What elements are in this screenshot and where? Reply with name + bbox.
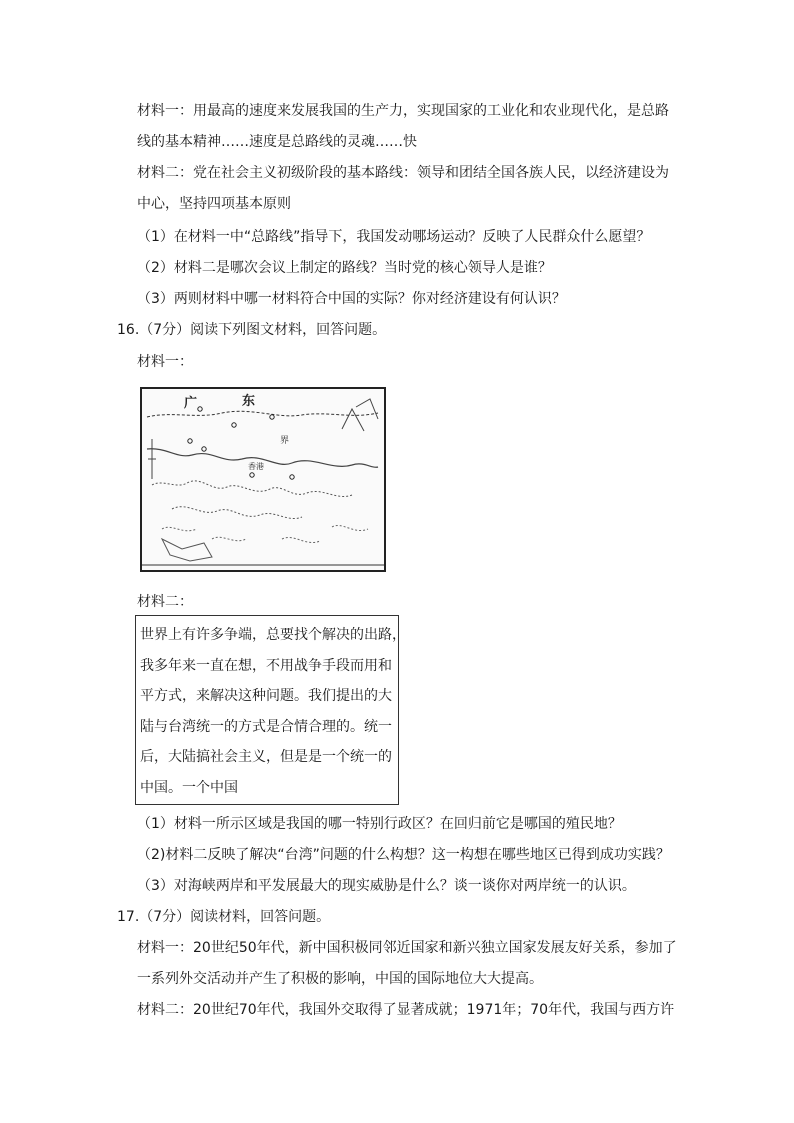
quote-line-2: 我多年来一直在想，不用战争手段而用和 — [140, 657, 392, 674]
q15-subquestion-1: （1）在材料一中“总路线”指导下，我国发动哪场运动？反映了人民群众什么愿望？ — [137, 229, 651, 245]
q16-subquestion-3: （3）对海峡两岸和平发展最大的现实威胁是什么？谈一谈你对两岸统一的认识。 — [137, 878, 636, 894]
material1-line1: 材料一：用最高的速度来发展我国的生产力，实现国家的工业化和农业现代化，是总路 — [137, 103, 669, 119]
map-label-guang: 广 — [184, 396, 198, 411]
quote-line-1: 世界上有许多争端，总要找个解决的出路， — [140, 627, 406, 643]
q17-material1-line1: 材料一：20世纪50年代，新中国积极同邻近国家和新兴独立国家发展友好关系，参加了 — [137, 940, 677, 956]
material2-line1: 材料二：党在社会主义初级阶段的基本路线：领导和团结全国各族人民，以经济建设为 — [137, 165, 669, 181]
q16-material2-label: 材料二： — [137, 594, 193, 610]
q16-subquestion-2: （2)材料二反映了解决“台湾”问题的什么构想？这一构想在哪些地区已得到成功实践？ — [137, 847, 670, 863]
q17-material1-line2: 一系列外交活动并产生了积极的影响，中国的国际地位大大提高。 — [137, 971, 543, 987]
map-label-jie: 界 — [280, 436, 290, 446]
map-label-dong: 东 — [242, 394, 256, 409]
hong-kong-map — [140, 387, 386, 572]
quote-line-5: 后，大陆搞社会主义，但是是一个统一的 — [140, 749, 392, 765]
quote-box — [135, 615, 406, 805]
quote-line-4: 陆与台湾统一的方式是合情合理的。统一 — [140, 718, 392, 735]
map-label-xianggang: 香港 — [248, 462, 264, 471]
q16-subquestion-1: （1）材料一所示区域是我国的哪一特别行政区？在回归前它是哪国的殖民地？ — [137, 816, 622, 832]
q15-subquestion-2: （2）材料二是哪次会议上制定的路线？当时党的核心领导人是谁？ — [137, 260, 552, 276]
quote-line-6: 中国。一个中国 — [140, 779, 238, 796]
q17-material2-line1: 材料二：20世纪70年代，我国外交取得了显著成就；1971年；70年代，我国与西方许 — [137, 1002, 675, 1018]
q16-header: 16.（7分）阅读下列图文材料，回答问题。 — [117, 322, 387, 338]
quote-line-3: 平方式，来解决这种问题。我们提出的大 — [140, 688, 392, 704]
material2-line2: 中心，坚持四项基本原则 — [137, 196, 291, 212]
q15-subquestion-3: （3）两则材料中哪一材料符合中国的实际？你对经济建设有何认识？ — [137, 291, 566, 307]
material1-line2: 线的基本精神……速度是总路线的灵魂……快 — [137, 134, 417, 150]
q16-material1-label: 材料一： — [137, 354, 193, 370]
map-drawing — [142, 389, 384, 570]
q17-header: 17.（7分）阅读材料，回答问题。 — [117, 909, 331, 925]
